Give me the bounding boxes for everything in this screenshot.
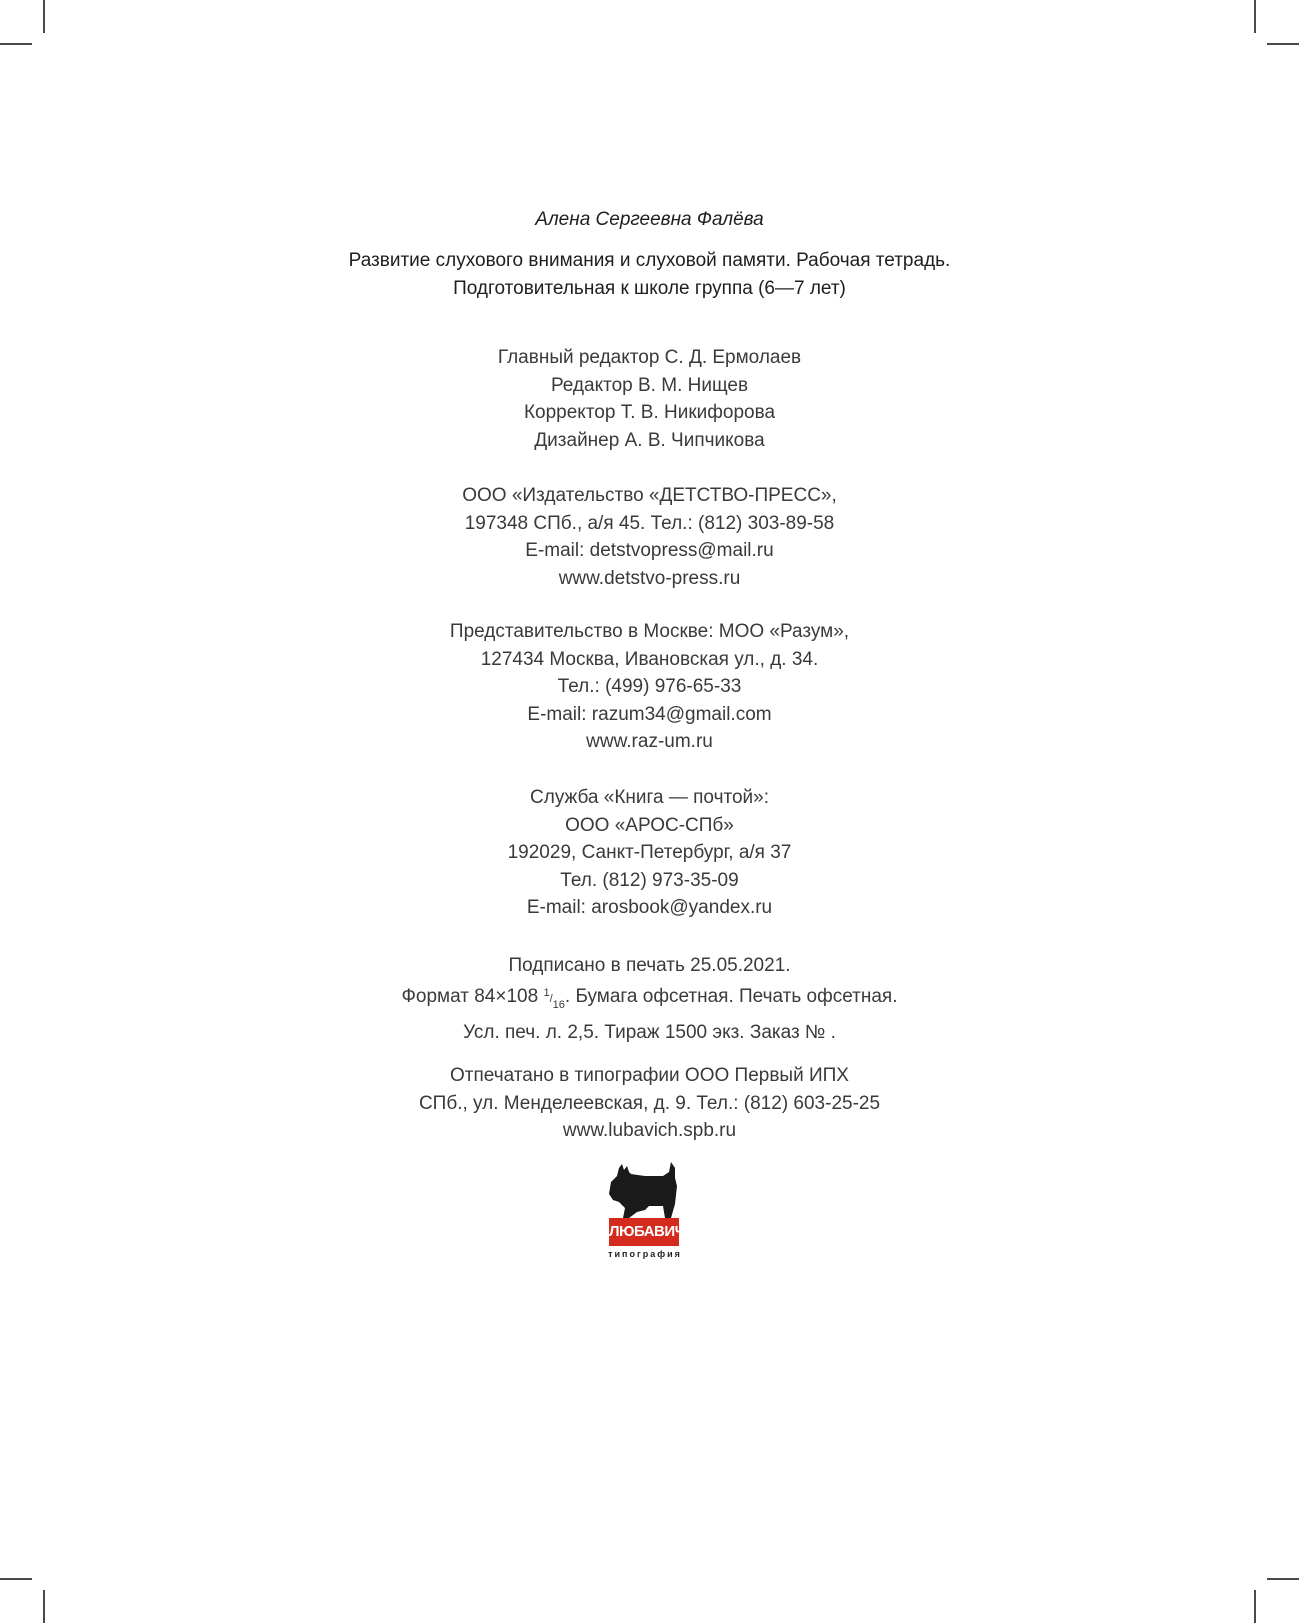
crop-mark-bottom-left-vertical bbox=[43, 1590, 45, 1623]
mail-service-block bbox=[0, 784, 1299, 922]
lubavich-logo bbox=[605, 1160, 685, 1264]
editor-line: Редактор В. М. Нищев bbox=[550, 374, 749, 396]
moscow-office-website: www.raz-um.ru bbox=[586, 731, 713, 752]
crop-mark-top-right-vertical bbox=[1254, 0, 1256, 33]
moscow-office-email: E-mail: razum34@gmail.com bbox=[527, 703, 772, 725]
crop-mark-top-left-vertical bbox=[43, 0, 45, 33]
publisher-email: E-mail: detstvopress@mail.ru bbox=[525, 540, 774, 561]
format-fraction-denominator: 16 bbox=[552, 998, 565, 1011]
mail-service-email: E-mail: arosbook@yandex.ru bbox=[526, 897, 773, 918]
logo-subtitle: типография bbox=[608, 1249, 682, 1259]
format-prefix: Формат 84×108 bbox=[401, 985, 544, 1007]
volume-line: Усл. печ. л. 2,5. Тираж 1500 экз. Заказ № . bbox=[463, 1022, 836, 1043]
author-name: Алена Сергеевна Фалёва bbox=[535, 209, 764, 230]
moscow-office-phone: Тел.: (499) 976-65-33 bbox=[557, 676, 742, 697]
crop-mark-bottom-right-horizontal bbox=[1267, 1578, 1299, 1580]
mail-service-line: ООО «АРОС-СПб» bbox=[565, 814, 734, 836]
moscow-office-line: Представительство в Москве: МОО «Разум», bbox=[449, 621, 850, 642]
editor-line: Корректор Т. В. Никифорова bbox=[523, 402, 776, 423]
book-title-line: Подготовительная к школе группа (6—7 лет) bbox=[453, 278, 846, 299]
crop-mark-top-left-horizontal bbox=[0, 43, 32, 45]
printing-house-block bbox=[0, 1062, 1299, 1145]
format-suffix: . Бумага офсетная. Печать офсетная. bbox=[564, 985, 898, 1007]
publisher-line: ООО «Издательство «ДЕТСТВО-ПРЕСС», bbox=[462, 485, 837, 506]
mail-service-phone: Тел. (812) 973-35-09 bbox=[560, 869, 739, 891]
publisher-block bbox=[0, 482, 1299, 592]
moscow-office-block bbox=[0, 618, 1299, 756]
format-fraction-numerator: 1 bbox=[543, 986, 550, 999]
signed-date: Подписано в печать 25.05.2021. bbox=[508, 955, 791, 976]
format-line: Формат 84×108 $^1/_{16}$. Бумага офсетная. Печать офсетная. bbox=[401, 985, 898, 1011]
crop-mark-bottom-right-vertical bbox=[1254, 1590, 1256, 1623]
logo-wordmark: ЛЮБАВИЧ bbox=[609, 1218, 679, 1246]
publisher-line: 197348 СПб., а/я 45. Тел.: (812) 303-89-58 bbox=[464, 512, 835, 534]
print-info-block bbox=[0, 952, 1299, 1047]
printing-house-line: Отпечатано в типографии ООО Первый ИПХ bbox=[450, 1065, 849, 1086]
printing-house-address: СПб., ул. Менделеевская, д. 9. Тел.: (812) 603-25-25 bbox=[418, 1092, 881, 1114]
scottish-terrier-icon bbox=[605, 1160, 685, 1222]
editors-block bbox=[0, 344, 1299, 454]
book-title-line: Развитие слухового внимания и слуховой памяти. Рабочая тетрадь. bbox=[348, 250, 951, 271]
moscow-office-line: 127434 Москва, Ивановская ул., д. 34. bbox=[480, 648, 819, 670]
mail-service-line: Служба «Книга — почтой»: bbox=[530, 787, 769, 808]
mail-service-line: 192029, Санкт-Петербург, а/я 37 bbox=[507, 842, 792, 863]
editor-line: Дизайнер А. В. Чипчикова bbox=[534, 429, 765, 451]
printing-house-website: www.lubavich.spb.ru bbox=[562, 1120, 737, 1141]
editor-line: Главный редактор С. Д. Ермолаев bbox=[497, 347, 802, 368]
book-title bbox=[0, 247, 1299, 303]
crop-mark-bottom-left-horizontal bbox=[0, 1578, 32, 1580]
crop-mark-top-right-horizontal bbox=[1267, 43, 1299, 45]
publisher-website: www.detstvo-press.ru bbox=[558, 567, 741, 589]
